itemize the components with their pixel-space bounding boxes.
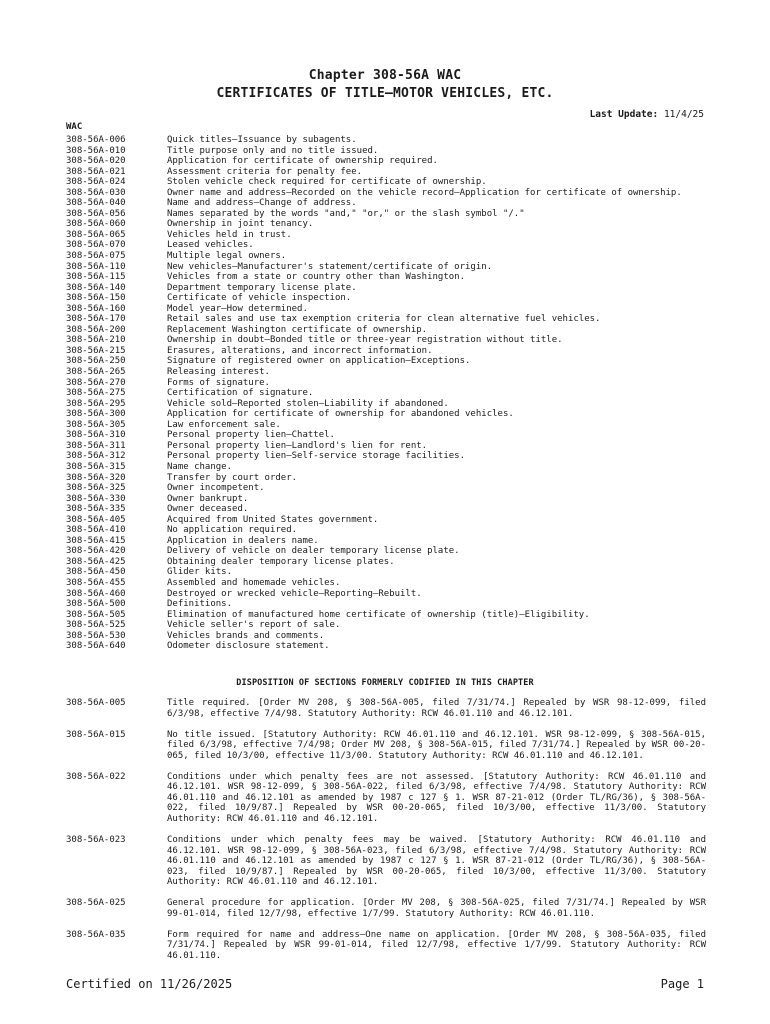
disposition-text: General procedure for application. [Order MV 208, § 308-56A-025, filed 7/31/74.] Repealed by WSR 99-01-014, filed 12/7/98, effective 1/7/99. Statutory Authority: RCW 46.01.110. (167, 898, 706, 919)
chapter-subtitle: CERTIFICATES OF TITLE—MOTOR VEHICLES, ETC. (216, 86, 554, 101)
section-caption: Erasures, alterations, and incorrect information. (167, 345, 433, 356)
disposition-section-number: 308-56A-023 (66, 834, 126, 845)
section-caption: Leased vehicles. (167, 240, 254, 251)
section-row (66, 567, 706, 578)
section-row (66, 240, 706, 251)
section-number[interactable]: 308-56A-305 (66, 419, 126, 430)
section-row (66, 409, 706, 420)
section-row (66, 388, 706, 399)
section-row (66, 620, 706, 631)
section-number[interactable]: 308-56A-200 (66, 324, 126, 335)
section-row (66, 441, 706, 452)
section-number[interactable]: 308-56A-311 (66, 440, 126, 451)
section-caption: Name change. (167, 461, 233, 472)
section-number[interactable]: 308-56A-425 (66, 556, 126, 567)
section-row (66, 420, 706, 431)
section-number[interactable]: 308-56A-140 (66, 282, 126, 293)
section-row (66, 230, 706, 241)
section-number[interactable]: 308-56A-056 (66, 208, 126, 219)
section-row (66, 504, 706, 515)
section-number[interactable]: 308-56A-075 (66, 251, 126, 262)
section-caption: Assessment criteria for penalty fee. (167, 166, 363, 177)
section-number[interactable]: 308-56A-006 (66, 135, 126, 145)
section-row (66, 262, 706, 273)
section-number[interactable]: 308-56A-640 (66, 641, 126, 652)
disposition-section-number: 308-56A-025 (66, 898, 126, 909)
section-number[interactable]: 308-56A-265 (66, 367, 126, 378)
section-caption: Destroyed or wrecked vehicle—Reporting—Rebuilt. (167, 588, 422, 599)
section-caption: Model year—How determined. (167, 303, 308, 314)
disposition-text: No title issued. [Statutory Authority: RCW 46.01.110 and 46.12.101. WSR 98-12-099, § 308-56A-015, filed 6/3/98, effective 7/4/98; Order MV 208, § 308-56A-015, filed 7/31/74.] Repealed by WSR 00-20-065, filed 10/3/00, effective 11/3/00. Statutory Authority: RCW 46.01.110 and 46.12.101. (167, 729, 706, 761)
section-caption: Assembled and homemade vehicles. (167, 577, 341, 588)
disposition-row (66, 698, 706, 719)
section-row (66, 631, 706, 642)
section-number[interactable]: 308-56A-312 (66, 451, 126, 462)
section-number[interactable]: 308-56A-300 (66, 409, 126, 420)
section-caption: Ownership in doubt—Bonded title or three-year registration without title. (167, 335, 563, 346)
section-number[interactable]: 308-56A-070 (66, 240, 126, 251)
section-row (66, 146, 706, 157)
section-caption: Personal property lien—Chattel. (167, 430, 335, 441)
section-caption: Transfer by court order. (167, 472, 298, 483)
section-caption: Title purpose only and no title issued. (167, 145, 379, 156)
certified-date: Certified on 11/26/2025 (66, 977, 233, 991)
section-row (66, 293, 706, 304)
disposition-text: Title required. [Order MV 208, § 308-56A-005, filed 7/31/74.] Repealed by WSR 98-12-099, filed 6/3/98, effective 7/4/98. Statutory Authority: RCW 46.01.110 and 46.12.101. (167, 698, 706, 719)
section-row (66, 167, 706, 178)
section-caption: Vehicle sold—Reported stolen—Liability if abandoned. (167, 398, 449, 409)
section-row (66, 209, 706, 220)
section-caption: Owner name and address—Recorded on the vehicle record—Application for certificate of ownership. (167, 187, 682, 198)
section-list (66, 135, 706, 652)
section-caption: Law enforcement sale. (167, 419, 281, 430)
disposition-text: Form required for name and address—One name on application. [Order MV 208, § 308-56A-035, filed 7/31/74.] Repealed by WSR 99-01-014, filed 12/7/98, effective 1/7/99. Statutory Authority: RCW 46.01.110. (167, 929, 706, 961)
section-number[interactable]: 308-56A-500 (66, 599, 126, 610)
section-caption: Vehicle seller's report of sale. (167, 620, 341, 631)
section-row (66, 399, 706, 410)
section-number[interactable]: 308-56A-410 (66, 525, 126, 536)
section-caption: Ownership in joint tenancy. (167, 219, 314, 230)
disposition-heading: DISPOSITION OF SECTIONS FORMERLY CODIFIED IN THIS CHAPTER (236, 678, 534, 688)
section-number[interactable]: 308-56A-330 (66, 493, 126, 504)
section-caption: Personal property lien—Landlord's lien for rent. (167, 440, 428, 451)
disposition-row (66, 835, 706, 888)
section-row (66, 641, 706, 652)
section-caption: Definitions. (167, 599, 233, 610)
section-number[interactable]: 308-56A-060 (66, 219, 126, 230)
section-row (66, 356, 706, 367)
section-caption: Forms of signature. (167, 377, 270, 388)
last-update (590, 109, 704, 120)
section-caption: Vehicles brands and comments. (167, 630, 325, 641)
section-caption: Releasing interest. (167, 367, 270, 378)
section-row (66, 156, 706, 167)
section-caption: Owner bankrupt. (167, 493, 249, 504)
section-number[interactable]: 308-56A-335 (66, 504, 126, 515)
section-caption: Elimination of manufactured home certificate of ownership (title)—Eligibility. (167, 609, 590, 620)
disposition-row (66, 730, 706, 762)
section-caption: Obtaining dealer temporary license plates. (167, 556, 395, 567)
section-row (66, 188, 706, 199)
section-row (66, 451, 706, 462)
section-caption: Department temporary license plate. (167, 282, 357, 293)
section-row (66, 525, 706, 536)
section-number[interactable]: 308-56A-160 (66, 303, 126, 314)
section-row (66, 494, 706, 505)
disposition-row (66, 930, 706, 962)
section-number[interactable]: 308-56A-065 (66, 229, 126, 240)
section-number[interactable]: 308-56A-010 (66, 145, 126, 156)
last-update-label: Last Update: (589, 109, 659, 120)
section-caption: Application for certificate of ownership for abandoned vehicles. (167, 409, 514, 420)
section-caption: Certificate of vehicle inspection. (167, 293, 352, 304)
section-row (66, 219, 706, 230)
section-row (66, 610, 706, 621)
section-caption: Owner incompetent. (167, 483, 265, 494)
section-row (66, 198, 706, 209)
section-caption: Retail sales and use tax exemption criteria for clean alternative fuel vehicles. (167, 314, 601, 325)
section-row (66, 473, 706, 484)
section-number[interactable]: 308-56A-450 (66, 567, 126, 578)
section-number[interactable]: 308-56A-310 (66, 430, 126, 441)
section-row (66, 578, 706, 589)
section-row (66, 177, 706, 188)
section-caption: Certification of signature. (167, 388, 314, 399)
section-number[interactable]: 308-56A-040 (66, 198, 126, 209)
section-caption: Delivery of vehicle on dealer temporary license plate. (167, 546, 460, 557)
section-number[interactable]: 308-56A-030 (66, 187, 126, 198)
section-row (66, 536, 706, 547)
section-caption: Multiple legal owners. (167, 251, 287, 262)
disposition-text: Conditions under which penalty fees may be waived. [Statutory Authority: RCW 46.01.110 and 46.12.101. WSR 98-12-099, § 308-56A-023, filed 6/3/98, effective 7/4/98. Statutory Authority: RCW 46.01.110 and 46.12.101 as amended by 1987 c 127 § 1. WSR 87-21-012 (Order TL/RG/36), § 308-56A-023, filed 10/9/87.] Repealed by WSR 00-20-065, filed 10/3/00, effective 11/3/00. Statutory Authority: RCW 46.01.110 and 46.12.101. (167, 834, 706, 888)
disposition-section-number: 308-56A-035 (66, 929, 126, 940)
disposition-row (66, 772, 706, 825)
section-number[interactable]: 308-56A-110 (66, 261, 126, 272)
section-row (66, 462, 706, 473)
section-row (66, 599, 706, 610)
section-caption: Application for certificate of ownership required. (167, 156, 438, 167)
section-number[interactable]: 308-56A-024 (66, 177, 126, 188)
section-number[interactable]: 308-56A-215 (66, 345, 126, 356)
section-row (66, 346, 706, 357)
section-row (66, 335, 706, 346)
section-caption: Name and address—Change of address. (167, 198, 357, 209)
section-row (66, 483, 706, 494)
section-number[interactable]: 308-56A-530 (66, 630, 126, 641)
section-caption: No application required. (167, 525, 298, 536)
section-row (66, 325, 706, 336)
section-row (66, 272, 706, 283)
section-caption: Personal property lien—Self-service storage facilities. (167, 451, 466, 462)
section-row (66, 557, 706, 568)
section-number[interactable]: 308-56A-320 (66, 472, 126, 483)
section-caption: Glider kits. (167, 567, 233, 578)
section-row (66, 515, 706, 526)
disposition-row (66, 898, 706, 919)
wac-column-heading: WAC (66, 122, 83, 132)
section-number[interactable]: 308-56A-295 (66, 398, 126, 409)
section-number[interactable]: 308-56A-250 (66, 356, 126, 367)
section-row (66, 378, 706, 389)
section-number[interactable]: 308-56A-210 (66, 335, 126, 346)
section-number[interactable]: 308-56A-275 (66, 388, 126, 399)
section-number[interactable]: 308-56A-505 (66, 609, 126, 620)
section-number[interactable]: 308-56A-150 (66, 293, 126, 304)
section-number[interactable]: 308-56A-525 (66, 620, 126, 631)
page-number: Page 1 (660, 977, 704, 991)
section-caption: Vehicles held in trust. (167, 229, 292, 240)
section-caption: Owner deceased. (167, 504, 249, 515)
section-row (66, 283, 706, 294)
last-update-value: 11/4/25 (663, 109, 704, 120)
section-number[interactable]: 308-56A-315 (66, 461, 126, 472)
section-number[interactable]: 308-56A-455 (66, 577, 126, 588)
section-row (66, 430, 706, 441)
section-caption: Odometer disclosure statement. (167, 641, 330, 652)
disposition-text: Conditions under which penalty fees are not assessed. [Statutory Authority: RCW 46.01.110 and 46.12.101. WSR 98-12-099, § 308-56A-022, filed 6/3/98, effective 7/4/98. Statutory Authority: RCW 46.01.110 and 46.12.101 as amended by 1987 c 127 § 1. WSR 87-21-012 (Order TL/RG/36), § 308-56A-022, filed 10/9/87.] Repealed by WSR 00-20-065, filed 10/3/00, effective 11/3/00. Statutory Authority: RCW 46.01.110 and 46.12.101. (167, 771, 706, 824)
disposition-section-number: 308-56A-015 (66, 729, 126, 740)
section-caption: Replacement Washington certificate of ownership. (167, 324, 428, 335)
section-row (66, 251, 706, 262)
section-row (66, 589, 706, 600)
section-caption: Acquired from United States government. (167, 514, 379, 525)
section-number[interactable]: 308-56A-115 (66, 272, 126, 283)
section-number[interactable]: 308-56A-405 (66, 514, 126, 525)
section-caption: Names separated by the words "and," "or," or the slash symbol "/." (167, 208, 525, 219)
section-caption: Quick titles—Issuance by subagents. (167, 135, 357, 145)
section-number[interactable]: 308-56A-460 (66, 588, 126, 599)
section-number[interactable]: 308-56A-170 (66, 314, 126, 325)
section-caption: Vehicles from a state or country other than Washington. (167, 272, 466, 283)
disposition-list (66, 698, 706, 972)
section-row (66, 135, 706, 146)
disposition-section-number: 308-56A-005 (66, 698, 126, 708)
section-caption: Stolen vehicle check required for certificate of ownership. (167, 177, 487, 188)
section-number[interactable]: 308-56A-325 (66, 483, 126, 494)
section-row (66, 304, 706, 315)
section-number[interactable]: 308-56A-021 (66, 166, 126, 177)
section-number[interactable]: 308-56A-020 (66, 156, 126, 167)
section-row (66, 367, 706, 378)
section-number[interactable]: 308-56A-415 (66, 535, 126, 546)
chapter-title: Chapter 308-56A WAC (308, 68, 462, 83)
section-caption: New vehicles—Manufacturer's statement/certificate of origin. (167, 261, 493, 272)
disposition-section-number: 308-56A-022 (66, 771, 126, 782)
section-caption: Signature of registered owner on application—Exceptions. (167, 356, 471, 367)
section-row (66, 546, 706, 557)
section-number[interactable]: 308-56A-420 (66, 546, 126, 557)
section-caption: Application in dealers name. (167, 535, 319, 546)
section-number[interactable]: 308-56A-270 (66, 377, 126, 388)
section-row (66, 314, 706, 325)
